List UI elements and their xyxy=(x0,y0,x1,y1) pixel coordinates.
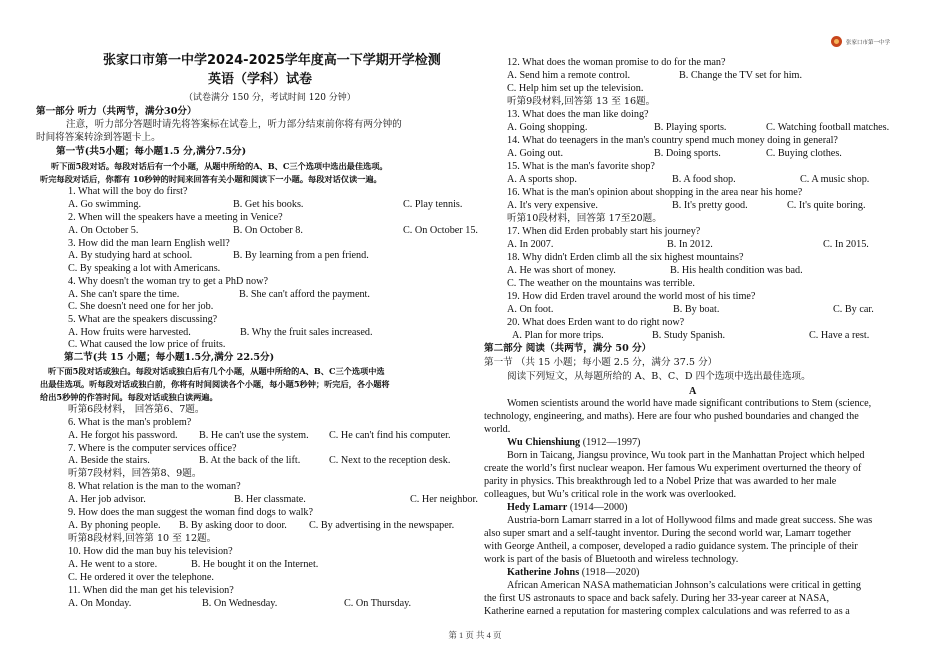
options xyxy=(68,494,478,506)
options xyxy=(68,559,318,571)
option-a: A. A sports shop. xyxy=(507,174,577,185)
options xyxy=(507,304,874,316)
section2-instruction-1: 听下面5段对话或独白。每段对话或独白后有几个小题，从题中所给的A、B、C三个选项中选 xyxy=(48,366,385,376)
question: 5. What are the speakers discussing? xyxy=(68,314,218,325)
option-c: C. On Thursday. xyxy=(344,598,412,609)
option-a: A. She can't spare the time. xyxy=(68,289,180,300)
option-a: A. Going out. xyxy=(507,148,564,159)
options xyxy=(68,289,370,301)
passage-letter: A xyxy=(689,386,697,397)
material-note: 听第8段材料,回答第 10 至 12题。 xyxy=(68,533,217,544)
option-a: A. Her job advisor. xyxy=(68,494,146,505)
passage-line: colleagues, but Wu’s critical role in the work was overlooked. xyxy=(484,489,737,500)
question: 7. Where is the computer services office? xyxy=(68,443,237,454)
option-a: A. Plan for more trips. xyxy=(512,330,604,341)
options xyxy=(507,70,802,82)
option-a: A. He was short of money. xyxy=(507,265,616,276)
logo-text: 张家口市第一中学 xyxy=(846,39,891,46)
options xyxy=(507,265,803,277)
options xyxy=(68,327,373,339)
option-a: A. He went to a store. xyxy=(68,559,158,570)
person-name: Hedy Lamarr xyxy=(507,502,568,513)
section2-heading: 第二节(共 15 小题；每小题1.5分,满分 22.5分) xyxy=(64,352,275,363)
person-heading xyxy=(507,502,628,514)
option-a: A. He forgot his password. xyxy=(68,430,178,441)
option-c: C. Her neighbor. xyxy=(410,494,478,505)
passage-line: Katherine earned a reputation for mastering complex calculations and was referred to as a xyxy=(484,606,850,617)
section1-heading: 第一节(共5小题；每小题1.5 分,满分7.5分) xyxy=(56,146,247,157)
option-c: C. A music shop. xyxy=(800,174,870,185)
passage-line: world. xyxy=(484,424,511,435)
option-c: C. The weather on the mountains was terrible. xyxy=(507,278,695,289)
section1-instruction-2: 听完每段对话后，你都有 10秒钟的时间来回答有关小题和阅读下一小题。每段对话仅读一遍。 xyxy=(40,174,382,184)
option-b: B. She can't afford the payment. xyxy=(239,289,370,300)
option-b: B. Doing sports. xyxy=(654,148,721,159)
option-c: C. By car. xyxy=(833,304,874,315)
option-b: B. On October 8. xyxy=(233,225,303,236)
question: 11. When did the man get his television? xyxy=(68,585,234,596)
option-b: B. Why the fruit sales increased. xyxy=(240,327,373,338)
passage-line: also super smart and a self-taught inventor. During the second world war, Lamarr together xyxy=(484,528,852,539)
option-b: B. At the back of the lift. xyxy=(199,455,301,466)
question: 1. What will the boy do first? xyxy=(68,186,188,197)
option-b: B. In 2012. xyxy=(667,239,713,250)
school-emblem-icon xyxy=(831,36,842,47)
option-b: B. Playing sports. xyxy=(654,122,727,133)
option-c: C. It's quite boring. xyxy=(787,200,866,211)
exam-note: （试卷满分 150 分，考试时间 120 分钟） xyxy=(184,93,356,103)
material-note: 听第7段材料，回答第8、9题。 xyxy=(68,468,202,479)
person-years: (1918—2020) xyxy=(581,567,640,578)
option-b: B. It's pretty good. xyxy=(672,200,748,211)
option-b: B. Study Spanish. xyxy=(652,330,726,341)
option-b: B. On Wednesday. xyxy=(202,598,278,609)
option-b: B. His health condition was bad. xyxy=(670,265,803,276)
option-b: B. Her classmate. xyxy=(234,494,306,505)
material-note: 听第6段材料， 回答第6、7题。 xyxy=(68,404,205,415)
section1-instruction-1: 听下面5段对话。每段对话后有一个小题，从题中所给的A、B、C三个选项中选出最佳选项。 xyxy=(51,161,388,171)
option-a: A. By phoning people. xyxy=(68,520,161,531)
question: 16. What is the man's opinion about shopping in the area near his home? xyxy=(507,187,803,198)
notice-line-2: 时间将答案转涂到答题卡上。 xyxy=(36,132,161,143)
question: 6. What is the man's problem? xyxy=(68,417,192,428)
question: 2. When will the speakers have a meeting in Venice? xyxy=(68,212,283,223)
section2-instruction-2: 出最佳选项。听每段对话或独白前，你将有时间阅读各个小题，每小题5秒钟；听完后，各小题将 xyxy=(40,379,390,389)
passage-line: the first US astronauts to space and back safely. During her 33-year career at NASA, xyxy=(484,593,830,604)
part2-section1: 第一节 （共 15 小题；每小题 2.5 分，满分 37.5 分） xyxy=(484,357,718,368)
option-a: A. On Monday. xyxy=(68,598,132,609)
school-logo xyxy=(831,36,890,47)
option-b: B. Change the TV set for him. xyxy=(679,70,802,81)
passage-line: parity in physics. This breakthrough led to a Nobel Prize that was awarded to her male xyxy=(484,476,837,487)
question: 20. What does Erden want to do right now? xyxy=(507,317,685,328)
question: 13. What does the man like doing? xyxy=(507,109,649,120)
option-c: C. He can't find his computer. xyxy=(329,430,451,441)
exam-title: 张家口市第一中学2024-2025学年度高一下学期开学检测 xyxy=(103,53,441,68)
question: 8. What relation is the man to the woman? xyxy=(68,481,241,492)
option-c: C. By advertising in the newspaper. xyxy=(309,520,455,531)
question: 15. What is the man's favorite shop? xyxy=(507,161,655,172)
option-b: B. By learning from a pen friend. xyxy=(233,250,369,261)
options xyxy=(507,239,869,251)
material-note: 听第9段材料,回答第 13 至 16题。 xyxy=(507,96,656,107)
option-c: C. Watching football matches. xyxy=(766,122,890,133)
options xyxy=(507,122,889,134)
part1-heading: 第一部分 听力（共两节，满分30分） xyxy=(36,106,197,117)
question: 18. Why didn't Erden climb all the six highest mountains? xyxy=(507,252,744,263)
options xyxy=(68,520,454,532)
options xyxy=(507,200,866,212)
option-a: A. On foot. xyxy=(507,304,554,315)
option-c: C. In 2015. xyxy=(823,239,869,250)
question: 19. How did Erden travel around the world most of his time? xyxy=(507,291,756,302)
passage-line: African American NASA mathematician Johnson’s calculations were critical in getting xyxy=(507,580,861,591)
option-a: A. By studying hard at school. xyxy=(68,250,193,261)
question: 3. How did the man learn English well? xyxy=(68,238,230,249)
options xyxy=(68,199,462,211)
options xyxy=(507,174,869,186)
question: 4. Why doesn't the woman try to get a PhD now? xyxy=(68,276,268,287)
option-c: C. Buying clothes. xyxy=(766,148,842,159)
option-a: A. Beside the stairs. xyxy=(68,455,150,466)
question: 10. How did the man buy his television? xyxy=(68,546,233,557)
question: 17. When did Erden probably start his journey? xyxy=(507,226,701,237)
reading-instruction: 阅读下列短文，从每题所给的 A、B、C、D 四个选项中选出最佳选项。 xyxy=(507,371,811,382)
option-a: A. How fruits were harvested. xyxy=(68,327,191,338)
option-a: A. It's very expensive. xyxy=(507,200,598,211)
passage-line: Austria-born Lamarr starred in a lot of Hollywood films and made great success. She was xyxy=(507,515,873,526)
options xyxy=(68,430,451,442)
passage-line: with George Antheil, a composer, developed a radio guidance system. The principle of their xyxy=(484,541,858,552)
option-b: B. He bought it on the Internet. xyxy=(191,559,319,570)
option-c: C. She doesn't need one for her job. xyxy=(68,301,214,312)
passage-line: Women scientists around the world have made significant contributions to Stem (science, xyxy=(507,398,872,409)
option-c: C. He ordered it over the telephone. xyxy=(68,572,214,583)
page-footer: 第 1 页 共 4 页 xyxy=(448,630,502,640)
option-c: C. What caused the low price of fruits. xyxy=(68,339,226,350)
part2-heading: 第二部分 阅读（共两节，满分 50 分） xyxy=(484,343,652,354)
options xyxy=(512,330,869,342)
option-c: C. Have a rest. xyxy=(809,330,870,341)
option-a: A. In 2007. xyxy=(507,239,554,250)
question: 9. How does the man suggest the woman find dogs to walk? xyxy=(68,507,314,518)
question: 14. What do teenagers in the man's country spend much money doing in general? xyxy=(507,135,838,146)
options xyxy=(68,598,411,610)
option-a: A. Send him a remote control. xyxy=(507,70,631,81)
option-a: A. On October 5. xyxy=(68,225,139,236)
option-b: B. Get his books. xyxy=(233,199,304,210)
section2-instruction-3: 给出5秒钟的作答时间。每段对话或独白读两遍。 xyxy=(40,392,218,402)
option-c: C. Help him set up the television. xyxy=(507,83,644,94)
option-b: B. By boat. xyxy=(673,304,720,315)
passage-line: work is part of the basis of Bluetooth and wireless technology. xyxy=(484,554,739,565)
options xyxy=(68,455,450,467)
option-b: B. He can't use the system. xyxy=(199,430,309,441)
options xyxy=(507,148,842,160)
options xyxy=(68,225,478,237)
person-years: (1914—2000) xyxy=(569,502,628,513)
option-c: C. Play tennis. xyxy=(403,199,463,210)
option-c: C. By speaking a lot with Americans. xyxy=(68,263,221,274)
person-name: Wu Chienshiung xyxy=(507,437,581,448)
passage-line: create the world’s first nuclear weapon. Her famous Wu experiment overturned the theory of xyxy=(484,463,862,474)
option-c: C. On October 15. xyxy=(403,225,478,236)
option-b: B. A food shop. xyxy=(672,174,736,185)
passage-line: Born in Taicang, Jiangsu province, Wu took part in the Manhattan Project which helped xyxy=(507,450,865,461)
person-heading xyxy=(507,567,639,579)
person-years: (1912—1997) xyxy=(582,437,641,448)
option-a: A. Go swimming. xyxy=(68,199,142,210)
person-name: Katherine Johns xyxy=(507,567,580,578)
option-c: C. Next to the reception desk. xyxy=(329,455,451,466)
question: 12. What does the woman promise to do for the man? xyxy=(507,57,726,68)
person-heading xyxy=(507,437,640,449)
option-a: A. Going shopping. xyxy=(507,122,588,133)
exam-subtitle: 英语（学科）试卷 xyxy=(208,72,313,87)
options xyxy=(68,250,369,262)
notice-line-1: 注意，听力部分答题时请先将答案标在试卷上，听力部分结束前你将有两分钟的 xyxy=(66,119,402,130)
passage-line: technology, engineering, and maths). Here are four who pushed boundaries and changed the xyxy=(484,411,859,422)
option-b: B. By asking door to door. xyxy=(179,520,287,531)
material-note: 听第10段材料，回答第 17至20题。 xyxy=(507,213,662,224)
